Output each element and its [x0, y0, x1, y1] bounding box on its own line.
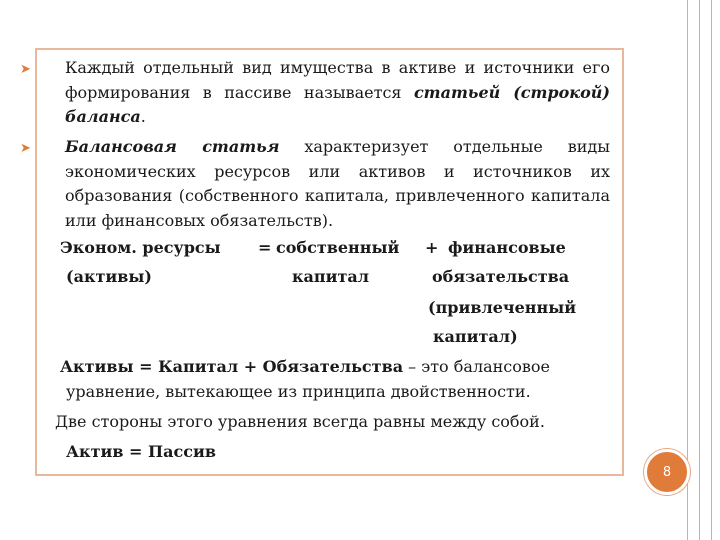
eq-col3-line1: финансовые [448, 238, 566, 257]
bullet-2-text: характеризует отдельные виды экономических ресурсов или активов и источников их образования (собственного капитала, привлеченного капитала или финансовых обязательств). [65, 137, 610, 230]
bullet-1-end: . [140, 107, 146, 126]
bullet-paragraph-2 [65, 135, 610, 233]
bullet-paragraph-1 [65, 56, 610, 130]
decorative-rule [687, 0, 688, 540]
decorative-rule [699, 0, 700, 540]
final-equation: Актив = Пассив [66, 442, 216, 461]
balance-equation-line2: уравнение, вытекающее из принципа двойственности. [66, 382, 531, 401]
equality-statement: Две стороны этого уравнения всегда равны между собой. [55, 412, 545, 431]
bullet-1-text: Каждый отдельный вид имущества в активе и источники его формирования в пассиве называется [65, 58, 610, 102]
page-number-badge: 8 [644, 449, 690, 495]
arrow-triangle-icon: ➤ [20, 62, 31, 77]
eq-col2-line1: собственный [276, 238, 400, 257]
term-statya: статьей (строкой) баланса [65, 82, 610, 126]
eq-equals: = [258, 238, 272, 257]
eq-col1-line1: Эконом. ресурсы [60, 238, 221, 257]
arrow-triangle-icon: ➤ [20, 141, 31, 156]
term-balansovaya-statya: Балансовая статья [65, 137, 280, 156]
eq-col3-line4: капитал) [433, 327, 518, 346]
balance-equation: Активы = Капитал + Обязательства [60, 357, 404, 376]
eq-col2-line2: капитал [292, 267, 370, 286]
balance-equation-desc: – это балансовое [403, 357, 551, 376]
eq-col3-line3: (привлеченный [428, 298, 577, 317]
balance-equation-line1 [60, 355, 550, 379]
eq-col1-line2: (активы) [66, 267, 152, 286]
eq-plus: + [425, 238, 439, 257]
eq-col3-line2: обязательства [432, 267, 570, 286]
decorative-rule [711, 0, 712, 540]
